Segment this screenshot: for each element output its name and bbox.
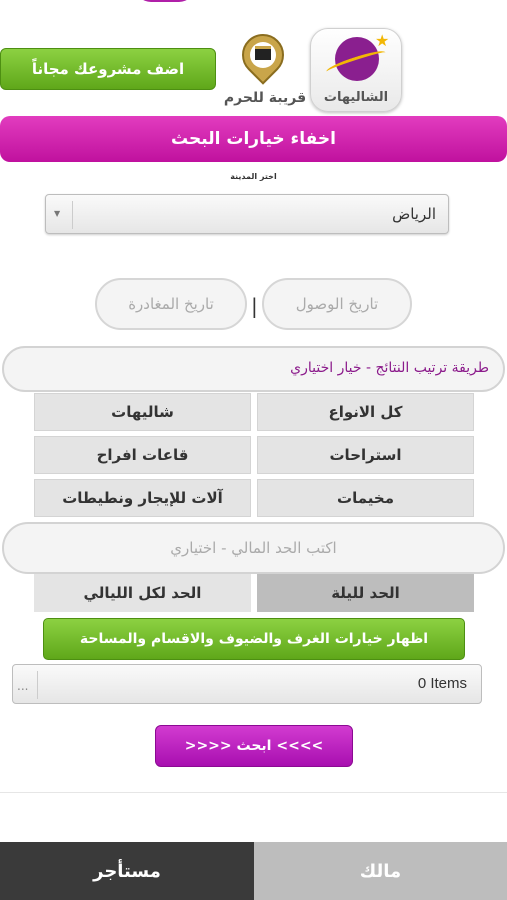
date-separator: | — [251, 294, 258, 318]
type-rest-houses[interactable]: استراحات — [257, 436, 474, 474]
items-select[interactable] — [12, 664, 482, 704]
add-project-button[interactable]: اضف مشروعك مجاناً — [0, 48, 216, 90]
items-value: 0 Items — [417, 675, 467, 692]
select-divider — [37, 671, 38, 699]
type-all[interactable]: كل الانواع — [257, 393, 474, 431]
type-wedding-halls[interactable]: قاعات افراح — [34, 436, 251, 474]
app-icon[interactable] — [310, 28, 402, 112]
caret-down-icon: ▼ — [54, 209, 61, 218]
hide-search-options-button[interactable]: اخفاء خيارات البحث — [0, 116, 507, 162]
price-per-night-option[interactable]: الحد لليلة — [257, 574, 474, 612]
show-more-options-button[interactable]: اظهار خيارات الغرف والضيوف والاقسام والمساحة — [43, 618, 465, 660]
select-divider — [72, 201, 73, 229]
type-rental-equipment[interactable]: آلات للإيجار ونطيطات — [34, 479, 251, 517]
divider — [0, 792, 507, 793]
tab-renter[interactable]: مستأجر — [0, 842, 254, 900]
city-label: اختر المدينة — [230, 172, 277, 181]
sort-order-label: طريقة ترتيب النتائج - خيار اختياري — [290, 360, 489, 376]
price-all-nights-option[interactable]: الحد لكل الليالي — [34, 574, 251, 612]
type-camps[interactable]: مخيمات — [257, 479, 474, 517]
tab-owner[interactable]: مالك — [254, 842, 507, 900]
more-icon: ... — [17, 679, 29, 693]
price-limit-field[interactable]: اكتب الحد المالي - اختياري — [2, 522, 505, 574]
type-chalets[interactable]: شاليهات — [34, 393, 251, 431]
top-logo-remnant — [85, 0, 200, 8]
search-button[interactable]: >>>> ابحث <<<< — [155, 725, 353, 767]
departure-date-field[interactable]: تاريخ المغادرة — [95, 278, 247, 330]
kaaba-pin-icon[interactable] — [236, 34, 290, 92]
star-icon: ★ — [375, 31, 390, 50]
sort-order-field[interactable] — [2, 346, 505, 392]
arrival-date-field[interactable]: تاريخ الوصول — [262, 278, 412, 330]
near-haram-label[interactable]: قريبة للحرم — [223, 90, 307, 106]
city-select[interactable] — [45, 194, 449, 234]
app-icon-label: الشاليهات — [323, 90, 389, 105]
city-value: الرياض — [392, 205, 436, 223]
